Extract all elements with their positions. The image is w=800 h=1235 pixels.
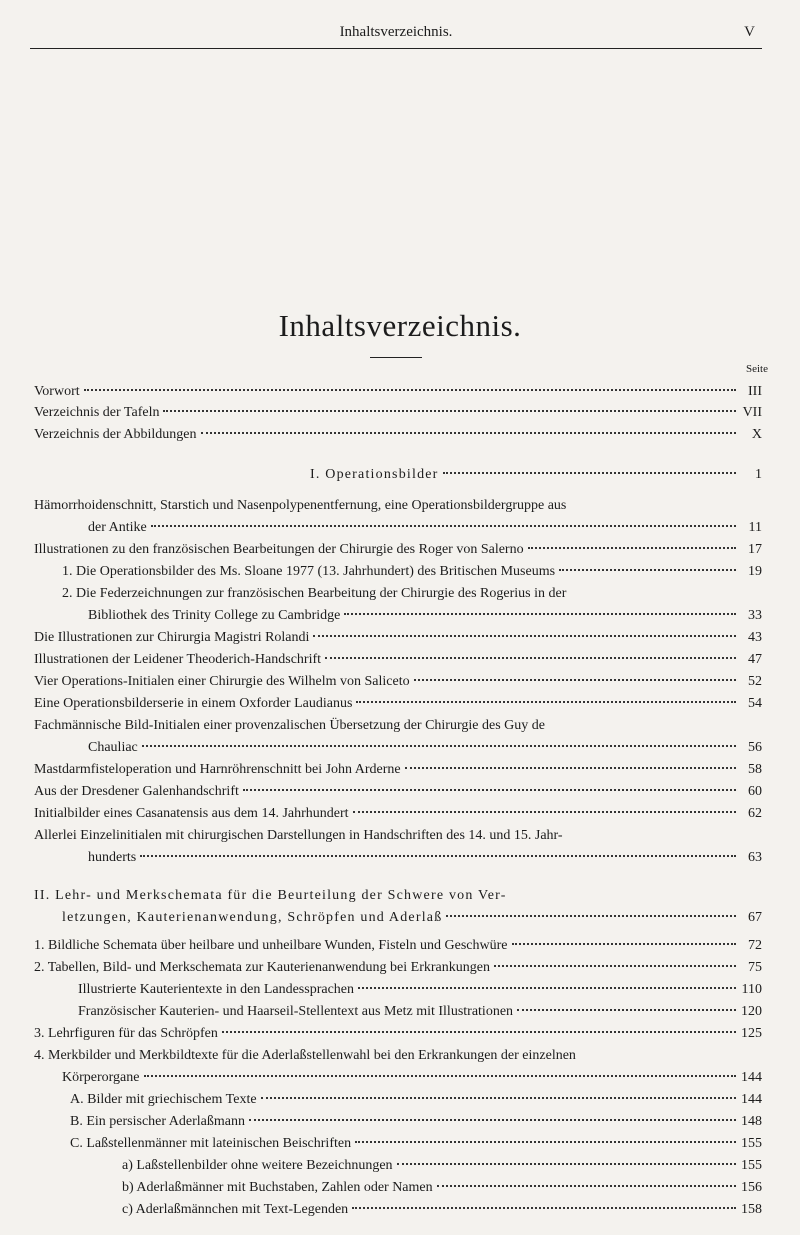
toc-entry-text: A. Bilder mit griechischem Texte [70, 1092, 257, 1107]
toc-entry-page: 56 [748, 740, 762, 755]
toc-entry-line1: 2. Die Federzeichnungen zur französischen Bearbeitung der Chirurgie des Rogerius in der [62, 586, 567, 601]
toc-entry [88, 848, 762, 868]
toc-entry-page: 43 [748, 630, 762, 645]
toc-entry-page: 33 [748, 608, 762, 623]
toc-entry-page: 144 [741, 1070, 762, 1085]
toc-entry [122, 1156, 762, 1176]
toc-entry-text: Chauliac [88, 740, 138, 755]
toc-entry-page: 11 [748, 520, 762, 535]
section-heading-line1: II. Lehr- und Merkschemata für die Beurteilung der Schwere von Ver- [34, 888, 507, 903]
toc-entry-page: 158 [741, 1202, 762, 1217]
toc-entry [70, 1134, 762, 1154]
toc-entry-text: Französischer Kauterien- und Haarseil-Stellentext aus Metz mit Illustrationen [78, 1004, 514, 1019]
toc-entry [122, 1178, 762, 1198]
page-title: Inhaltsverzeichnis. [278, 308, 522, 343]
toc-entry-page: 144 [741, 1092, 762, 1107]
toc-entry-page: 63 [748, 850, 762, 865]
toc-entry-text: Illustrationen der Leidener Theoderich-Handschrift [34, 652, 322, 667]
toc-entry-page: 19 [748, 564, 762, 579]
toc-entry-text: 1. Bildliche Schemata über heilbare und unheilbare Wunden, Fisteln und Geschwüre [34, 938, 508, 953]
toc-entry [34, 403, 762, 423]
toc-entry-text: 3. Lehrfiguren für das Schröpfen [34, 1026, 218, 1041]
toc-entry-text: B. Ein persischer Aderlaßmann [70, 1114, 245, 1129]
toc-entry-text: a) Laßstellenbilder ohne weitere Bezeichnungen [122, 1158, 393, 1173]
toc-entry-text: Verzeichnis der Tafeln [34, 405, 160, 420]
toc-entry-page: VII [742, 405, 762, 420]
toc-entry [88, 518, 762, 538]
toc-entry-page: 62 [748, 806, 762, 821]
toc-entry [70, 1112, 762, 1132]
toc-entry-line1: 4. Merkbilder und Merkbildtexte für die Aderlaßstellenwahl bei den Erkrankungen der einzelnen [34, 1048, 576, 1063]
section-heading [62, 908, 762, 928]
section-heading-page: 1 [755, 467, 762, 482]
toc-entry-line1: Fachmännische Bild-Initialen einer provenzalischen Übersetzung der Chirurgie des Guy de [34, 718, 545, 733]
toc-entry-text: c) Aderlaßmännchen mit Text-Legenden [122, 1202, 349, 1217]
toc-entry-page: 155 [741, 1136, 762, 1151]
toc-entry [34, 425, 762, 445]
toc-entry [34, 782, 762, 802]
toc-entry [34, 958, 762, 978]
toc-entry-text: hunderts [88, 850, 137, 865]
toc-entry-text: Illustrationen zu den französischen Bearbeitungen der Chirurgie des Roger von Salerno [34, 542, 524, 557]
toc-entry-line1: Hämorrhoidenschnitt, Starstich und Nasenpolypenentfernung, eine Operationsbildergruppe aus [34, 498, 567, 513]
toc-entry-page: 54 [748, 696, 762, 711]
section-heading-page: 67 [748, 910, 762, 925]
toc-entry-page: 60 [748, 784, 762, 799]
toc-entry [34, 760, 762, 780]
toc-entry-page: 75 [748, 960, 762, 975]
toc-entry-page: 155 [741, 1158, 762, 1173]
title-rule [370, 357, 422, 358]
toc-entry [88, 606, 762, 626]
toc-entry-text: Vorwort [34, 384, 80, 399]
toc-entry-text: Körperorgane [62, 1070, 140, 1085]
toc-entry [34, 694, 762, 714]
toc-entry-page: 17 [748, 542, 762, 557]
toc-entry [34, 672, 762, 692]
toc-entry [122, 1200, 762, 1220]
toc-entry-text: Verzeichnis der Abbildungen [34, 427, 197, 442]
toc-entry-page: X [751, 427, 762, 442]
toc-entry [34, 540, 762, 560]
toc-entry-text: Initialbilder eines Casanatensis aus dem 14. Jahrhundert [34, 806, 349, 821]
toc-entry-page: 120 [741, 1004, 762, 1019]
seite-label: Seite [746, 363, 768, 375]
toc-entry [88, 738, 762, 758]
toc-entry [34, 1024, 762, 1044]
toc-entry-page: 52 [748, 674, 762, 689]
toc-entry-text: 1. Die Operationsbilder des Ms. Sloane 1977 (13. Jahrhundert) des Britischen Museums [62, 564, 556, 579]
toc-entry [78, 980, 762, 1000]
toc-entry-page: 148 [741, 1114, 762, 1129]
toc-entry-text: b) Aderlaßmänner mit Buchstaben, Zahlen oder Namen [122, 1180, 433, 1195]
toc-entry-text: Eine Operationsbilderserie in einem Oxforder Laudianus [34, 696, 353, 711]
running-head [30, 22, 762, 49]
toc-entry-page: 110 [741, 982, 762, 997]
toc-entry-text: Illustrierte Kauterientexte in den Landessprachen [78, 982, 354, 997]
toc-entry-page: 72 [748, 938, 762, 953]
toc-entry [62, 562, 762, 582]
toc-entry [34, 382, 762, 402]
toc-entry-text: C. Laßstellenmänner mit lateinischen Beischriften [70, 1136, 352, 1151]
toc-entry [34, 936, 762, 956]
toc-entry [34, 650, 762, 670]
toc-entry-page: 156 [741, 1180, 762, 1195]
running-head-title: Inhaltsverzeichnis. [339, 24, 453, 40]
toc-entry-text: Bibliothek des Trinity College zu Cambridge [88, 608, 341, 623]
toc-entry [34, 628, 762, 648]
toc-entry-text: der Antike [88, 520, 147, 535]
toc-entry-page: 47 [748, 652, 762, 667]
toc-entry-text: Vier Operations-Initialen einer Chirurgie des Wilhelm von Saliceto [34, 674, 410, 689]
toc-entry-text: Die Illustrationen zur Chirurgia Magistri Rolandi [34, 630, 310, 645]
toc-entry-page: 58 [748, 762, 762, 777]
toc-entry-page: III [748, 384, 762, 399]
page-number: V [744, 24, 756, 40]
toc-entry-line1: Allerlei Einzelinitialen mit chirurgischen Darstellungen in Handschriften des 14. und 15. Jahr- [34, 828, 563, 843]
toc-entry [78, 1002, 762, 1022]
toc-entry-text: Aus der Dresdener Galenhandschrift [34, 784, 239, 799]
toc-entry-page: 125 [741, 1026, 762, 1041]
toc-entry [70, 1090, 762, 1110]
section-heading [310, 465, 762, 485]
toc-entry [34, 804, 762, 824]
toc-entry [62, 1068, 762, 1088]
section-heading-text: I. Operationsbilder [310, 467, 439, 482]
section-heading-text: letzungen, Kauterienanwendung, Schröpfen und Aderlaß [62, 910, 443, 925]
toc-entry-text: Mastdarmfisteloperation und Harnröhrenschnitt bei John Arderne [34, 762, 401, 777]
toc-entry-text: 2. Tabellen, Bild- und Merkschemata zur Kauterienanwendung bei Erkrankungen [34, 960, 490, 975]
